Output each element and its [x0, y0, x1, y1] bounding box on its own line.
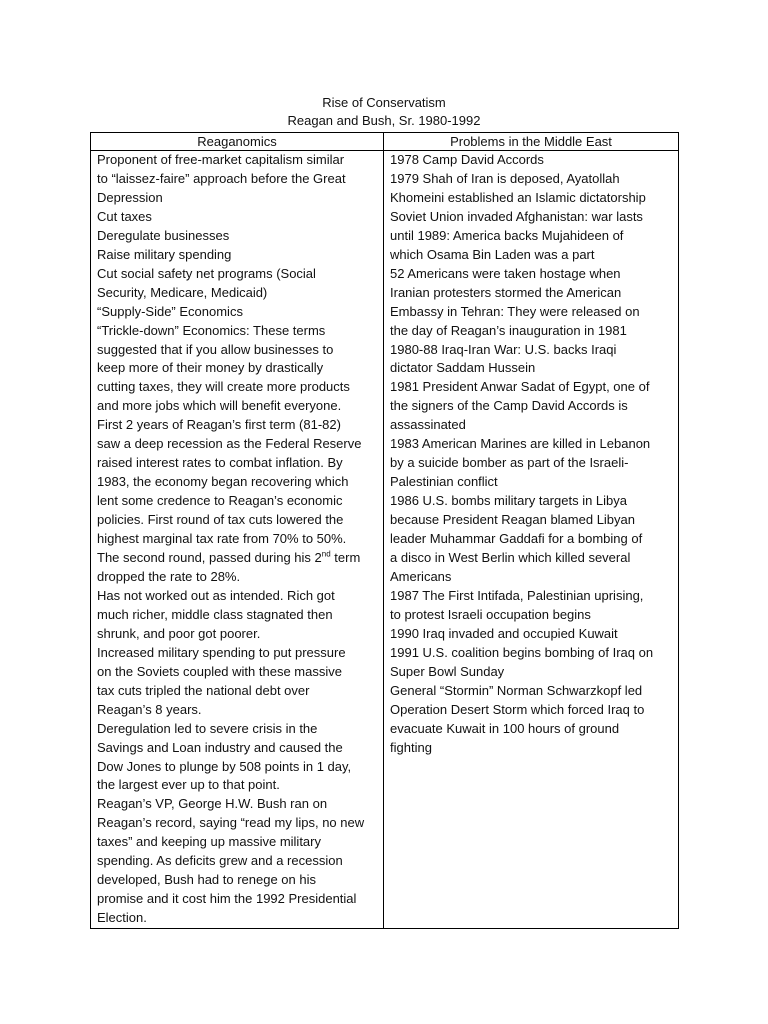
reaganomics-line: the largest ever up to that point. [97, 777, 280, 793]
middle-east-line: evacuate Kuwait in 100 hours of ground [390, 720, 620, 736]
reaganomics-text [97, 151, 377, 549]
middle-east-cell [384, 151, 679, 929]
reaganomics-line: taxes” and keeping up massive military [97, 834, 321, 850]
column-header-middle-east: Problems in the Middle East [384, 133, 679, 151]
middle-east-line: 1981 President Anwar Sadat of Egypt, one of [390, 379, 650, 395]
reaganomics-line: Cut taxes [97, 208, 152, 224]
reaganomics-line: 1983, the economy began recovering which [97, 474, 349, 490]
reaganomics-line: Has not worked out as intended. Rich got [97, 587, 335, 603]
middle-east-line: 1987 The First Intifada, Palestinian uprising, [390, 587, 644, 603]
middle-east-line: fighting [390, 739, 432, 755]
middle-east-line: 1986 U.S. bombs military targets in Libya [390, 493, 627, 509]
middle-east-line: General “Stormin” Norman Schwarzkopf led [390, 682, 643, 698]
reaganomics-line: dropped the rate to 28%. [97, 568, 241, 584]
reaganomics-line: saw a deep recession as the Federal Reserve [97, 436, 362, 452]
reaganomics-line: raised interest rates to combat inflation. By [97, 455, 343, 471]
middle-east-line: Operation Desert Storm which forced Iraq to [390, 701, 645, 717]
reaganomics-line: spending. As deficits grew and a recession [97, 853, 343, 869]
table-header-row [91, 133, 679, 151]
document-title: Rise of Conservatism [322, 95, 446, 110]
middle-east-line: because President Reagan blamed Libyan [390, 512, 636, 528]
reaganomics-line: Dow Jones to plunge by 508 points in 1 day, [97, 758, 352, 774]
middle-east-line: 1990 Iraq invaded and occupied Kuwait [390, 625, 618, 641]
middle-east-line: the signers of the Camp David Accords is [390, 398, 628, 414]
reaganomics-line: cutting taxes, they will create more products [97, 379, 350, 395]
reaganomics-line: Increased military spending to put pressure [97, 644, 346, 660]
reaganomics-line: Reagan’s 8 years. [97, 701, 202, 717]
reaganomics-line: and more jobs which will benefit everyone. [97, 398, 342, 414]
middle-east-line: which Osama Bin Laden was a part [390, 246, 595, 262]
document-subtitle: Reagan and Bush, Sr. 1980-1992 [287, 113, 481, 128]
reaganomics-line: Deregulation led to severe crisis in the [97, 720, 318, 736]
reaganomics-line: Cut social safety net programs (Social [97, 265, 316, 281]
reaganomics-line: Deregulate businesses [97, 227, 230, 243]
middle-east-line: 1980-88 Iraq-Iran War: U.S. backs Iraqi [390, 341, 617, 357]
table-row [91, 151, 679, 929]
reaganomics-line: developed, Bush had to renege on his [97, 872, 317, 888]
reaganomics-cell [91, 151, 384, 929]
reaganomics-line: lent some credence to Reagan’s economic [97, 493, 343, 509]
reaganomics-line: Reagan’s record, saying “read my lips, no new [97, 815, 365, 831]
middle-east-line: dictator Saddam Hussein [390, 360, 536, 376]
middle-east-line: Super Bowl Sunday [390, 663, 505, 679]
comparison-table [90, 132, 679, 929]
middle-east-line: 1979 Shah of Iran is deposed, Ayatollah [390, 170, 620, 186]
middle-east-line: to protest Israeli occupation begins [390, 606, 591, 622]
second-term-text-end: term [330, 550, 361, 566]
reaganomics-line: Depression [97, 189, 163, 205]
reaganomics-line: “Supply-Side” Economics [97, 303, 243, 319]
middle-east-line: by a suicide bomber as part of the Israeli- [390, 455, 629, 471]
middle-east-line: leader Muhammar Gaddafi for a bombing of [390, 531, 643, 547]
second-term-text: The second round, passed during his 2 [97, 550, 322, 566]
reaganomics-line: suggested that if you allow businesses to [97, 341, 334, 357]
reaganomics-line: to “laissez-faire” approach before the Great [97, 170, 346, 186]
middle-east-text [390, 151, 672, 758]
reaganomics-line: shrunk, and poor got poorer. [97, 625, 261, 641]
middle-east-line: a disco in West Berlin which killed several [390, 550, 631, 566]
document-header [0, 94, 768, 130]
middle-east-line: assassinated [390, 417, 466, 433]
reaganomics-text-continued [97, 568, 377, 928]
reaganomics-line: highest marginal tax rate from 70% to 50%. [97, 531, 347, 547]
reaganomics-line: Savings and Loan industry and caused the [97, 739, 343, 755]
reaganomics-line: much richer, middle class stagnated then [97, 606, 333, 622]
reaganomics-line: First 2 years of Reagan’s first term (81-82) [97, 417, 341, 433]
middle-east-line: Americans [390, 568, 452, 584]
middle-east-line: Embassy in Tehran: They were released on [390, 303, 640, 319]
reaganomics-line: policies. First round of tax cuts lowered the [97, 512, 344, 528]
reaganomics-line: Raise military spending [97, 246, 232, 262]
middle-east-line: 1983 American Marines are killed in Lebanon [390, 436, 651, 452]
ordinal-suffix: nd [321, 549, 331, 559]
reaganomics-line: keep more of their money by drastically [97, 360, 324, 376]
reaganomics-line: Proponent of free-market capitalism similar [97, 152, 345, 167]
reaganomics-line: tax cuts tripled the national debt over [97, 682, 310, 698]
reaganomics-line: Election. [97, 910, 147, 926]
reaganomics-line: promise and it cost him the 1992 Presidential [97, 891, 357, 907]
middle-east-line: Iranian protesters stormed the American [390, 284, 622, 300]
middle-east-line: Soviet Union invaded Afghanistan: war lasts [390, 208, 643, 224]
middle-east-line: 52 Americans were taken hostage when [390, 265, 621, 281]
middle-east-line: 1978 Camp David Accords [390, 152, 544, 167]
reaganomics-second-term-line [97, 549, 377, 568]
middle-east-line: the day of Reagan’s inauguration in 1981 [390, 322, 627, 338]
middle-east-line: Palestinian conflict [390, 474, 498, 490]
reaganomics-line: Security, Medicare, Medicaid) [97, 284, 268, 300]
column-header-reaganomics: Reaganomics [91, 133, 384, 151]
middle-east-line: Khomeini established an Islamic dictatorship [390, 189, 646, 205]
middle-east-line: until 1989: America backs Mujahideen of [390, 227, 624, 243]
middle-east-line: 1991 U.S. coalition begins bombing of Iraq on [390, 644, 654, 660]
reaganomics-line: on the Soviets coupled with these massive [97, 663, 342, 679]
reaganomics-line: Reagan’s VP, George H.W. Bush ran on [97, 796, 328, 812]
reaganomics-line: “Trickle-down” Economics: These terms [97, 322, 326, 338]
